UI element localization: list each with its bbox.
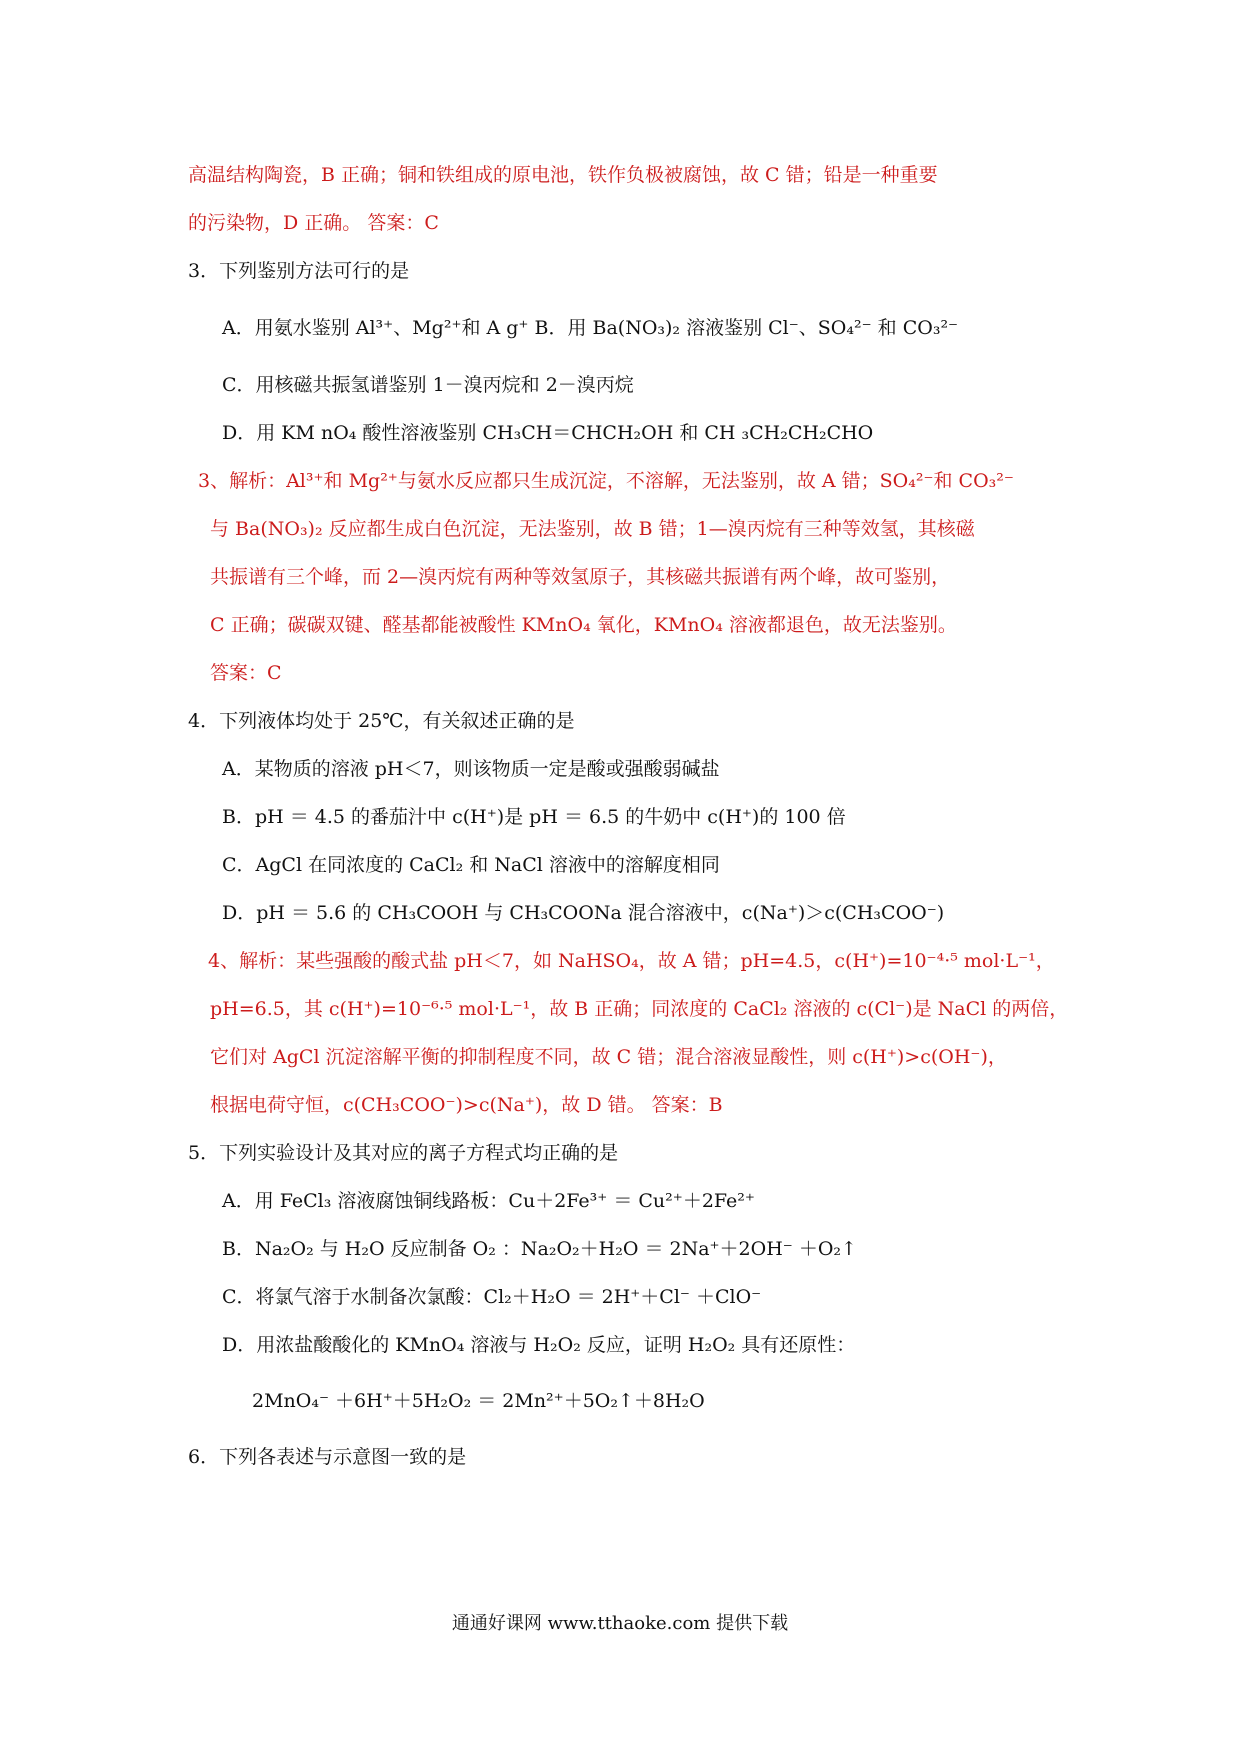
text-line-e4d: 根据电荷守恒，c(CH₃COO⁻)>c(Na⁺)，故 D 错。 答案：B — [210, 1094, 723, 1116]
text-line-e3a: 3、解析：Al³⁺和 Mg²⁺与氨水反应都只生成沉淀，不溶解，无法鉴别，故 A 错；SO₄²⁻和 CO₃²⁻ — [198, 470, 1014, 492]
text-line-e3d: C 正确；碳碳双键、醛基都能被酸性 KMnO₄ 氧化，KMnO₄ 溶液都退色，故无法鉴别。 — [210, 614, 957, 636]
text-line-e3b: 与 Ba(NO₃)₂ 反应都生成白色沉淀，无法鉴别，故 B 错；1—溴丙烷有三种等效氢，其核磁 — [210, 518, 975, 540]
text-line-q3a: A．用氨水鉴别 Al³⁺、Mg²⁺和 A g⁺ B．用 Ba(NO₃)₂ 溶液鉴别 Cl⁻、SO₄²⁻ 和 CO₃²⁻ — [222, 317, 959, 339]
text-line-e3e: 答案：C — [210, 662, 282, 684]
text-line-q3d: D．用 KM nO₄ 酸性溶液鉴别 CH₃CH＝CHCH₂OH 和 CH ₃CH₂CH₂CHO — [222, 422, 874, 444]
text-line-q5c: C．将氯气溶于水制备次氯酸：Cl₂＋H₂O ＝ 2H⁺＋Cl⁻ ＋ClO⁻ — [222, 1286, 762, 1308]
text-line-q3c: C．用核磁共振氢谱鉴别 1－溴丙烷和 2－溴丙烷 — [222, 374, 634, 396]
text-line-q4b: B．pH ＝ 4.5 的番茄汁中 c(H⁺)是 pH ＝ 6.5 的牛奶中 c(H⁺)的 100 倍 — [222, 806, 846, 828]
text-line-q6: 6．下列各表述与示意图一致的是 — [188, 1446, 467, 1468]
text-line-q4c: C．AgCl 在同浓度的 CaCl₂ 和 NaCl 溶液中的溶解度相同 — [222, 854, 720, 876]
text-line-q5: 5．下列实验设计及其对应的离子方程式均正确的是 — [188, 1142, 619, 1164]
text-line-p0: 高温结构陶瓷，B 正确；铜和铁组成的原电池，铁作负极被腐蚀，故 C 错；铅是一种重要 — [188, 164, 938, 186]
text-line-e3c: 共振谱有三个峰，而 2—溴丙烷有两种等效氢原子，其核磁共振谱有两个峰，故可鉴别， — [210, 566, 951, 588]
text-line-q4: 4．下列液体均处于 25℃，有关叙述正确的是 — [188, 710, 575, 732]
text-line-e4b: pH=6.5，其 c(H⁺)=10⁻⁶·⁵ mol·L⁻¹，故 B 正确；同浓度的 CaCl₂ 溶液的 c(Cl⁻)是 NaCl 的两倍， — [210, 998, 1069, 1020]
text-line-q5a: A．用 FeCl₃ 溶液腐蚀铜线路板：Cu＋2Fe³⁺ ＝ Cu²⁺＋2Fe²⁺ — [222, 1190, 755, 1212]
text-line-q5b: B．Na₂O₂ 与 H₂O 反应制备 O₂ ：Na₂O₂＋H₂O ＝ 2Na⁺＋2OH⁻ ＋O₂↑ — [222, 1238, 857, 1260]
text-line-e4a: 4、解析：某些强酸的酸式盐 pH＜7，如 NaHSO₄，故 A 错；pH=4.5，c(H⁺)=10⁻⁴·⁵ mol·L⁻¹， — [208, 950, 1055, 972]
text-line-q5d: D．用浓盐酸酸化的 KMnO₄ 溶液与 H₂O₂ 反应，证明 H₂O₂ 具有还原性： — [222, 1334, 856, 1356]
text-line-e4c: 它们对 AgCl 沉淀溶解平衡的抑制程度不同，故 C 错；混合溶液显酸性，则 c(H⁺)>c(OH⁻)， — [210, 1046, 1007, 1068]
page-footer: 通通好课网 www.tthaoke.com 提供下载 — [451, 1613, 789, 1634]
text-line-p1: 的污染物，D 正确。 答案：C — [188, 212, 439, 234]
text-line-q4a: A．某物质的溶液 pH＜7，则该物质一定是酸或强酸弱碱盐 — [222, 758, 720, 780]
text-line-q5f: 2MnO₄⁻ ＋6H⁺＋5H₂O₂ ＝ 2Mn²⁺＋5O₂↑＋8H₂O — [252, 1390, 705, 1412]
text-line-q3: 3．下列鉴别方法可行的是 — [188, 260, 410, 282]
text-line-q4d: D．pH ＝ 5.6 的 CH₃COOH 与 CH₃COONa 混合溶液中，c(Na⁺)＞c(CH₃COO⁻) — [222, 902, 945, 924]
